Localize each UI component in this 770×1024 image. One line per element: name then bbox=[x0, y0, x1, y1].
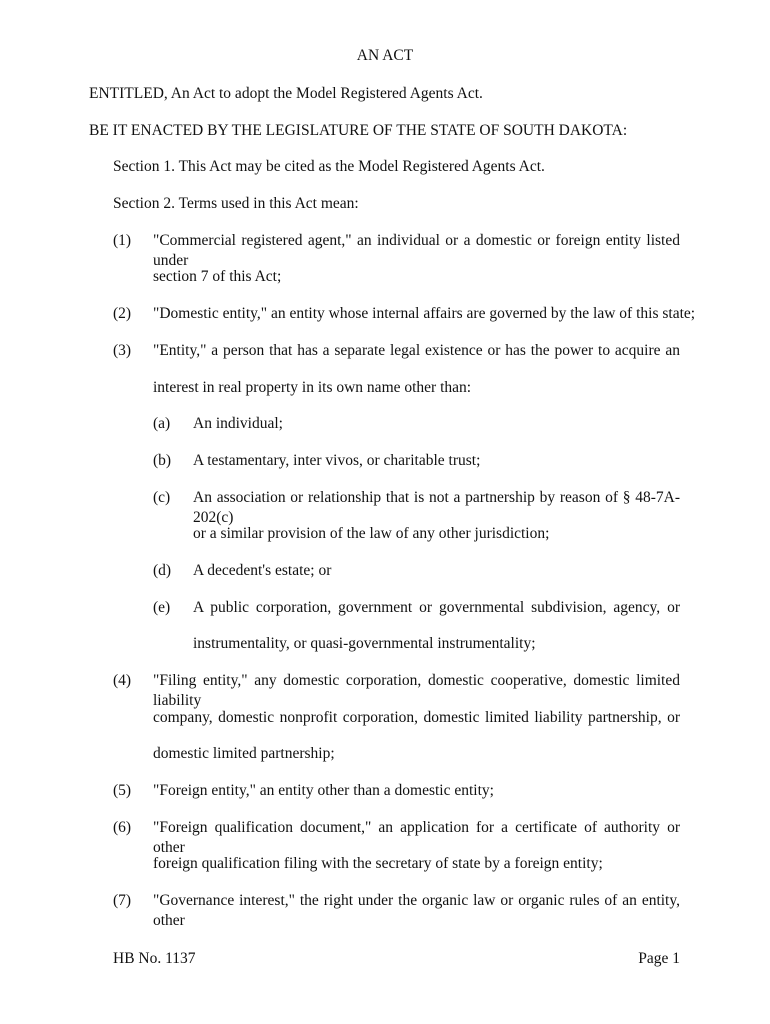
definition-line: "Governance interest," the right under the organic law or organic rules of an entity, other bbox=[153, 892, 680, 929]
definition-line: "Domestic entity," an entity whose internal affairs are governed by the law of this state; bbox=[153, 305, 696, 322]
definition-line: "Foreign entity," an entity other than a domestic entity; bbox=[153, 782, 494, 799]
bill-number: HB No. 1137 bbox=[113, 950, 196, 967]
subitem-line: or a similar provision of the law of any other jurisdiction; bbox=[193, 525, 550, 542]
page-number: Page 1 bbox=[638, 950, 680, 967]
definition-line: section 7 of this Act; bbox=[153, 268, 282, 285]
subitem-line: A testamentary, inter vivos, or charitable trust; bbox=[193, 452, 481, 469]
subitem-line: instrumentality, or quasi-governmental instrumentality; bbox=[193, 635, 536, 652]
definition-line: "Foreign qualification document," an application for a certificate of authority or other bbox=[153, 819, 680, 856]
definition-line: interest in real property in its own name other than: bbox=[153, 379, 472, 396]
definition-number: (4) bbox=[113, 672, 132, 689]
definition-number: (2) bbox=[113, 305, 132, 322]
subitem-line: An association or relationship that is not a partnership by reason of § 48-7A-202(c) bbox=[193, 489, 680, 526]
definition-line: company, domestic nonprofit corporation, domestic limited liability partnership, or bbox=[153, 709, 680, 726]
page-title: AN ACT bbox=[356, 47, 414, 64]
section-2: Section 2. Terms used in this Act mean: bbox=[113, 195, 359, 212]
definition-line: "Commercial registered agent," an individual or a domestic or foreign entity listed under bbox=[153, 232, 680, 269]
definition-number: (5) bbox=[113, 782, 132, 799]
subitem-letter: (d) bbox=[153, 562, 172, 579]
definition-number: (6) bbox=[113, 819, 132, 836]
definition-line: foreign qualification filing with the secretary of state by a foreign entity; bbox=[153, 855, 603, 872]
definition-number: (7) bbox=[113, 892, 132, 909]
subitem-letter: (b) bbox=[153, 452, 172, 469]
definition-number: (3) bbox=[113, 342, 132, 359]
entitled-clause: ENTITLED, An Act to adopt the Model Registered Agents Act. bbox=[89, 85, 483, 102]
subitem-line: A decedent's estate; or bbox=[193, 562, 332, 579]
section-1: Section 1. This Act may be cited as the Model Registered Agents Act. bbox=[113, 158, 545, 175]
definition-line: "Filing entity," any domestic corporation, domestic cooperative, domestic limited liability bbox=[153, 672, 680, 709]
subitem-line: An individual; bbox=[193, 415, 283, 432]
definition-line: "Entity," a person that has a separate legal existence or has the power to acquire an bbox=[153, 342, 680, 359]
subitem-letter: (c) bbox=[153, 489, 171, 506]
subitem-line: A public corporation, government or governmental subdivision, agency, or bbox=[193, 599, 680, 616]
subitem-letter: (e) bbox=[153, 599, 171, 616]
subitem-letter: (a) bbox=[153, 415, 171, 432]
definition-line: domestic limited partnership; bbox=[153, 745, 335, 762]
definition-number: (1) bbox=[113, 232, 132, 249]
enacting-clause: BE IT ENACTED BY THE LEGISLATURE OF THE STATE OF SOUTH DAKOTA: bbox=[89, 122, 628, 139]
